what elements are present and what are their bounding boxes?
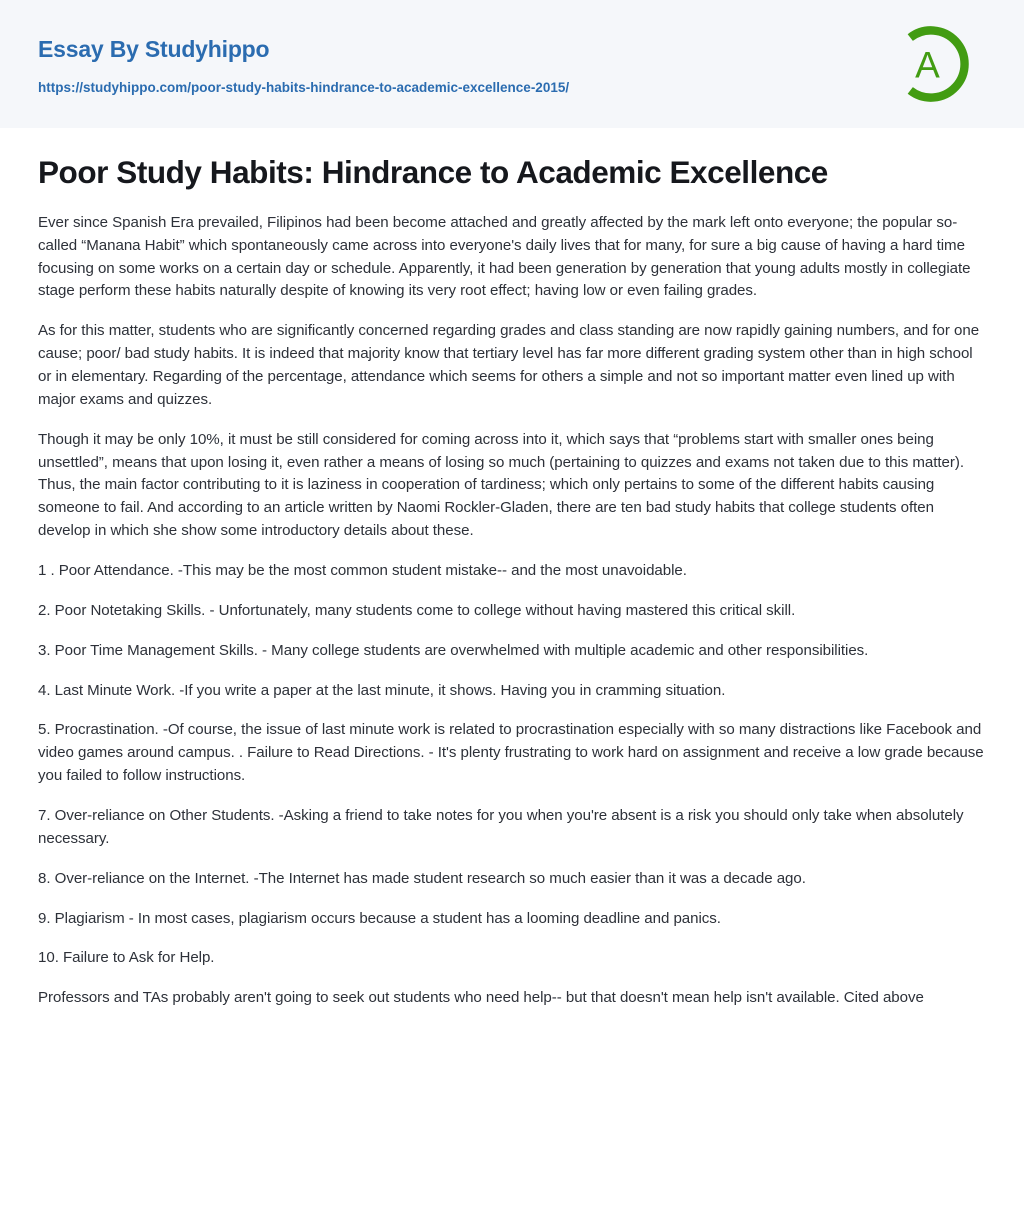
list-item: 4. Last Minute Work. -If you write a paper at the last minute, it shows. Having you in cramming situation.	[38, 681, 726, 699]
source-url-link[interactable]: https://studyhippo.com/poor-study-habits-hindrance-to-academic-excellence-2015/	[38, 79, 570, 95]
list-item: 9. Plagiarism - In most cases, plagiarism occurs because a student has a looming deadline and panics.	[38, 909, 721, 927]
list-item: 7. Over-reliance on Other Students. -Asking a friend to take notes for you when you're absent is a risk you should only take when absolutely necessary.	[38, 806, 964, 847]
article-container	[0, 128, 1024, 1010]
header-text-group	[38, 32, 569, 96]
site-header	[0, 0, 1024, 128]
list-item: 10. Failure to Ask for Help.	[38, 949, 215, 967]
list-item: 2. Poor Notetaking Skills. - Unfortunately, many students come to college without having mastered this critical skill.	[38, 601, 796, 619]
studyhippo-a-circle-logo-icon	[888, 22, 972, 106]
logo-letter-a: A	[915, 44, 940, 86]
list-item: 5. Procrastination. -Of course, the issue of last minute work is related to procrastination especially with so many distractions like Facebook and video games around campus. . Failure to Read Directions. - It's plenty frustrating to work hard on assignment and receive a low grade because you failed to follow instructions.	[38, 721, 984, 785]
article-paragraph: Ever since Spanish Era prevailed, Filipinos had been become attached and greatly affected by the mark left onto everyone; the popular so-called “Manana Habit” which spontaneously came across into everyone's daily lives that for many, for sure a big cause of having a hard time focusing on some works on a certain day or schedule. Apparently, it had been generation by generation that young adults mostly in collegiate stage perform these habits naturally despite of knowing its very root effect; having low or even failing grades.	[38, 213, 971, 300]
article-paragraph: As for this matter, students who are significantly concerned regarding grades and class standing are now rapidly gaining numbers, and for one cause; poor/ bad study habits. It is indeed that majority know that tertiary level has far more different grading system other than in high school or in elementary. Regarding of the percentage, attendance which seems for others a simple and not so important matter even lined up with major exams and quizzes.	[38, 322, 980, 408]
list-item: 1 . Poor Attendance. -This may be the most common student mistake-- and the most unavoidable.	[38, 561, 687, 579]
list-item: 3. Poor Time Management Skills. - Many college students are overwhelmed with multiple academic and other responsibilities.	[38, 641, 869, 659]
list-item: 8. Over-reliance on the Internet. -The Internet has made student research so much easier than it was a decade ago.	[38, 869, 806, 887]
article-paragraph: Professors and TAs probably aren't going to seek out students who need help-- but that doesn't mean help isn't available. Cited above	[38, 989, 924, 1007]
brand-title: Essay By Studyhippo	[38, 36, 270, 63]
article-paragraph: Though it may be only 10%, it must be still considered for coming across into it, which says that “problems start with smaller ones being unsettled”, means that upon losing it, even rather a means of losing so much (pertaining to quizzes and exams not taken due to this matter). Thus, the main factor contributing to it is laziness in cooperation of tardiness; which only pertains to some of the different habits causing someone to fail. And according to an article written by Naomi Rockler-Gladen, there are ten bad study habits that college students often develop in which she show some introductory details about these.	[38, 430, 964, 540]
article-body	[38, 212, 990, 1010]
page-title: Poor Study Habits: Hindrance to Academic Excellence	[38, 154, 828, 190]
